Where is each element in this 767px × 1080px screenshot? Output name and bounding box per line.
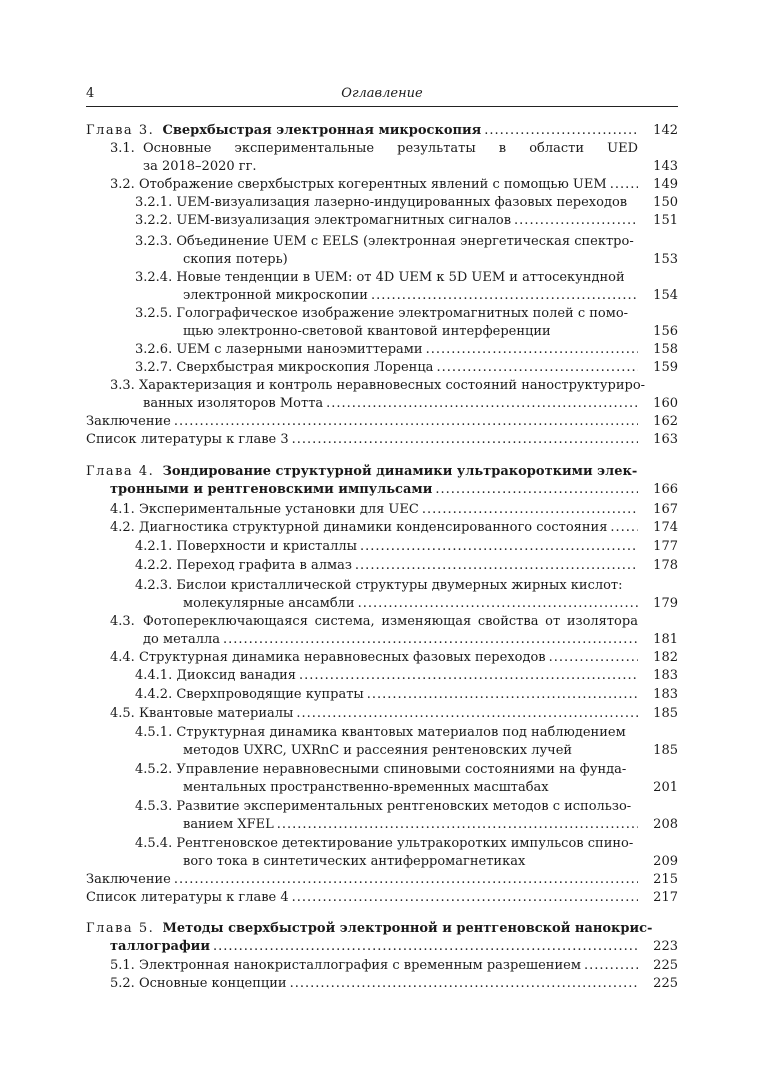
page-ref: 177 bbox=[653, 539, 678, 554]
page-number: 4 bbox=[86, 86, 95, 101]
leader-dots bbox=[426, 341, 638, 359]
page-ref: 150 bbox=[653, 195, 678, 210]
leader-dots bbox=[422, 501, 638, 519]
leader-dots bbox=[292, 889, 638, 907]
page-ref: 163 bbox=[653, 432, 678, 447]
header-rule bbox=[86, 106, 678, 107]
page-ref: 160 bbox=[653, 396, 678, 411]
toc-references-4[interactable]: Список литературы к главе 4 ..... 217 bbox=[86, 889, 678, 907]
leader-dots bbox=[484, 122, 638, 140]
page-ref: 182 bbox=[653, 650, 678, 665]
leader-dots bbox=[610, 519, 638, 537]
page-ref: 166 bbox=[653, 482, 678, 497]
toc-subsection-4-2-1[interactable]: 4.2.1. Поверхности и кристаллы ..... 177 bbox=[135, 538, 678, 556]
toc-section-4-3[interactable]: 4.3. Фотопереключающаяся система, изменяющая свойства от изолятора до металла ..... 181 bbox=[110, 613, 678, 649]
leader-dots bbox=[371, 287, 638, 305]
toc-subsection-3-2-7[interactable]: 3.2.7. Сверхбыстрая микроскопия Лоренца ..... 159 bbox=[135, 359, 678, 377]
toc-section-5-2[interactable]: 5.2. Основные концепции ..... 225 bbox=[110, 975, 678, 993]
toc-subsection-3-2-4[interactable]: 3.2.4. Новые тенденции в UEM: от 4D UEM к 5D UEM и аттосекундной электронной микроскопии ..... 154 bbox=[135, 269, 678, 305]
toc-section-5-1[interactable]: 5.1. Электронная нанокристаллография с временным разрешением ..... 225 bbox=[110, 957, 678, 975]
chapter-title: Сверхбыстрая электронная микроскопия bbox=[162, 123, 482, 138]
toc-section-4-5[interactable]: 4.5. Квантовые материалы ..... 185 bbox=[110, 705, 678, 723]
toc-subsection-4-2-2[interactable]: 4.2.2. Переход графита в алмаз ..... 178 bbox=[135, 557, 678, 575]
toc-conclusion-3[interactable]: Заключение ..... 162 bbox=[86, 413, 678, 431]
leader-dots bbox=[213, 938, 638, 956]
toc-subsection-3-2-1[interactable]: 3.2.1. UEM-визуализация лазерно-индуцированных фазовых переходов 150 bbox=[135, 195, 678, 210]
page-ref: 174 bbox=[653, 520, 678, 535]
leader-dots bbox=[292, 431, 638, 449]
page-ref: 183 bbox=[653, 687, 678, 702]
leader-dots bbox=[610, 176, 638, 194]
page-ref: 154 bbox=[653, 288, 678, 303]
running-header bbox=[86, 86, 678, 104]
page-ref: 153 bbox=[653, 252, 678, 267]
toc-subsection-4-4-1[interactable]: 4.4.1. Диоксид ванадия ..... 183 bbox=[135, 667, 678, 685]
toc-subsection-3-2-3[interactable]: 3.2.3. Объединение UEM с EELS (электронная энергетическая спектро- скопия потерь) 153 bbox=[135, 234, 678, 267]
leader-dots bbox=[355, 557, 638, 575]
leader-dots bbox=[514, 212, 638, 230]
toc-subsection-4-4-2[interactable]: 4.4.2. Сверхпроводящие купраты ..... 183 bbox=[135, 686, 678, 704]
leader-dots bbox=[360, 538, 638, 556]
page-ref: 162 bbox=[653, 414, 678, 429]
leader-dots bbox=[174, 871, 638, 889]
page-ref: 151 bbox=[653, 213, 678, 228]
toc-section-3-3[interactable]: 3.3. Характеризация и контроль неравновесных состояний наноструктуриро- ванных изоляторов Мотта ..... 160 bbox=[110, 377, 678, 413]
toc-subsection-4-5-1[interactable]: 4.5.1. Структурная динамика квантовых материалов под наблюдением методов UXRC, UXRnC и рассеяния рентеновских лучей 185 bbox=[135, 725, 678, 758]
leader-dots bbox=[435, 481, 638, 499]
page-ref: 225 bbox=[653, 958, 678, 973]
leader-dots bbox=[296, 705, 638, 723]
page-ref: 156 bbox=[653, 324, 678, 339]
toc-chapter-4[interactable]: Глава 4. Зондирование структурной динамики ультракороткими элек- тронными и рентгеновскими импульсами ..... 166 bbox=[86, 463, 678, 499]
leader-dots bbox=[436, 359, 638, 377]
toc-chapter-5[interactable]: Глава 5. Методы сверхбыстрой электронной и рентгеновской нанокрис- таллографии ..... 223 bbox=[86, 920, 678, 956]
toc-conclusion-4[interactable]: Заключение ..... 215 bbox=[86, 871, 678, 889]
page-ref: 217 bbox=[653, 890, 678, 905]
toc-subsection-4-5-3[interactable]: 4.5.3. Развитие экспериментальных рентгеновских методов с использо- ванием XFEL ..... 208 bbox=[135, 798, 678, 834]
leader-dots bbox=[290, 975, 638, 993]
page-ref: 223 bbox=[653, 939, 678, 954]
page-ref: 185 bbox=[653, 743, 678, 758]
toc-section-3-1[interactable]: 3.1. Основные экспериментальные результаты в области UED за 2018–2020 гг. 143 bbox=[110, 141, 678, 174]
leader-dots bbox=[277, 816, 638, 834]
leader-dots bbox=[223, 631, 638, 649]
page-ref: 149 bbox=[653, 177, 678, 192]
page-ref: 209 bbox=[653, 854, 678, 869]
toc-subsection-3-2-5[interactable]: 3.2.5. Голографическое изображение электромагнитных полей с помо- щью электронно-световой квантовой интерференции 156 bbox=[135, 306, 678, 339]
page-ref: 208 bbox=[653, 817, 678, 832]
chapter-title: Методы сверхбыстрой электронной и рентгеновской нанокрис- bbox=[162, 921, 653, 936]
toc-subsection-4-5-2[interactable]: 4.5.2. Управление неравновесными спиновыми состояниями на фунда- ментальных пространственно-временных масштабах 201 bbox=[135, 762, 678, 795]
leader-dots bbox=[326, 395, 638, 413]
leader-dots bbox=[367, 686, 638, 704]
page-ref: 142 bbox=[653, 123, 678, 138]
toc-section-4-2[interactable]: 4.2. Диагностика структурной динамики конденсированного состояния ..... 174 bbox=[110, 519, 678, 537]
leader-dots bbox=[358, 595, 638, 613]
toc-subsection-3-2-2[interactable]: 3.2.2. UEM-визуализация электромагнитных сигналов ..... 151 bbox=[135, 212, 678, 230]
chapter-title: Зондирование структурной динамики ультракороткими элек- bbox=[162, 464, 638, 479]
leader-dots bbox=[549, 649, 638, 667]
page-ref: 167 bbox=[653, 502, 678, 517]
leader-dots bbox=[174, 413, 638, 431]
toc-section-4-4[interactable]: 4.4. Структурная динамика неравновесных фазовых переходов ..... 182 bbox=[110, 649, 678, 667]
page-ref: 179 bbox=[653, 596, 678, 611]
toc-references-3[interactable]: Список литературы к главе 3 ..... 163 bbox=[86, 431, 678, 449]
page-ref: 215 bbox=[653, 872, 678, 887]
toc-section-4-1[interactable]: 4.1. Экспериментальные установки для UEC ..... 167 bbox=[110, 501, 678, 519]
toc-subsection-4-2-3[interactable]: 4.2.3. Бислои кристаллической структуры двумерных жирных кислот: молекулярные ансамбли ..... 179 bbox=[135, 577, 678, 613]
toc-subsection-3-2-6[interactable]: 3.2.6. UEM с лазерными наноэмиттерами ..... 158 bbox=[135, 341, 678, 359]
toc-section-3-2[interactable]: 3.2. Отображение сверхбыстрых когерентных явлений с помощью UEM ..... 149 bbox=[110, 176, 678, 194]
page-ref: 143 bbox=[653, 159, 678, 174]
page-ref: 225 bbox=[653, 976, 678, 991]
toc-chapter-3[interactable]: Глава 3. Сверхбыстрая электронная микроскопия ..... 142 bbox=[86, 122, 678, 140]
page-ref: 181 bbox=[653, 632, 678, 647]
page-ref: 178 bbox=[653, 558, 678, 573]
leader-dots bbox=[584, 957, 638, 975]
header-title: Оглавление bbox=[341, 86, 423, 101]
page-ref: 201 bbox=[653, 780, 678, 795]
leader-dots bbox=[299, 667, 638, 685]
page-ref: 185 bbox=[653, 706, 678, 721]
page-ref: 159 bbox=[653, 360, 678, 375]
page-ref: 158 bbox=[653, 342, 678, 357]
page-ref: 183 bbox=[653, 668, 678, 683]
toc-subsection-4-5-4[interactable]: 4.5.4. Рентгеновское детектирование ультракоротких импульсов спино- вого тока в синтетических антиферромагнетиках 209 bbox=[135, 836, 678, 869]
